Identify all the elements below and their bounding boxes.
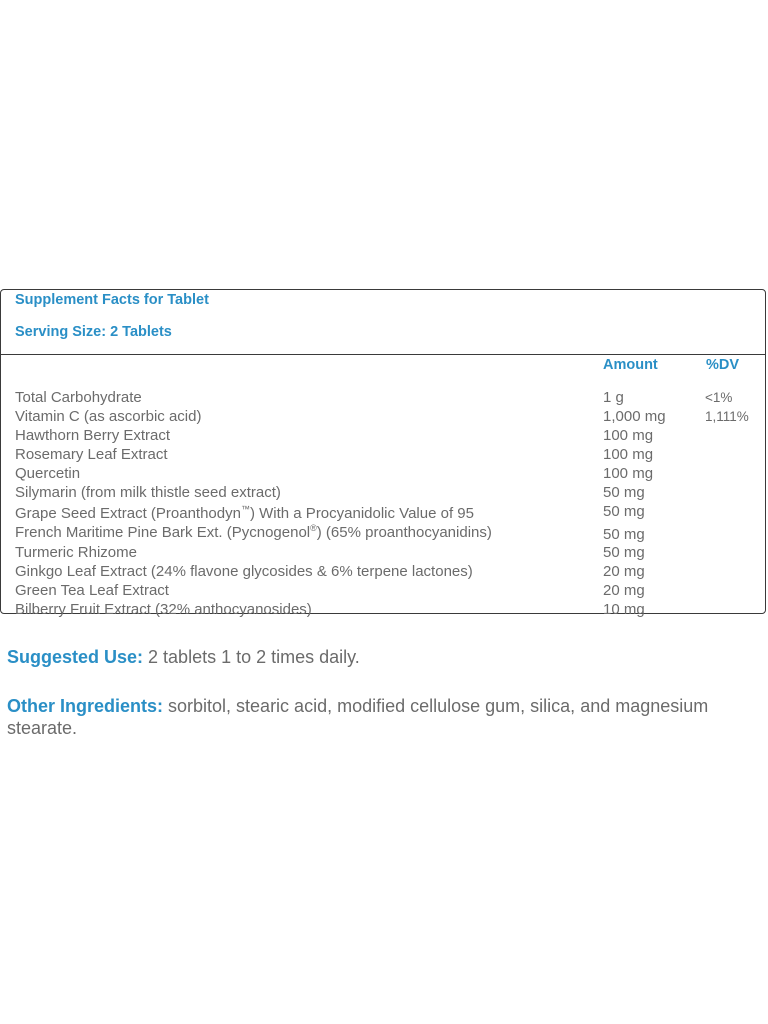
facts-row [15, 426, 765, 445]
ingredient-amount: 20 mg [603, 582, 645, 599]
facts-row [15, 581, 765, 600]
ingredient-dv: <1% [705, 390, 733, 405]
facts-row [15, 523, 765, 543]
ingredient-amount: 50 mg [603, 544, 645, 561]
ingredient-name [15, 502, 474, 525]
facts-rows [15, 388, 765, 619]
ingredient-amount: 50 mg [603, 484, 645, 501]
suggested-use-label: Suggested Use: [7, 647, 144, 667]
facts-row [15, 502, 765, 523]
dv-header: %DV [706, 357, 740, 373]
ingredient-amount: 100 mg [603, 427, 654, 444]
ingredient-name [15, 523, 492, 542]
facts-row [15, 464, 765, 483]
facts-row [15, 562, 765, 581]
ingredient-amount: 50 mg [603, 503, 645, 520]
suggested-use-text: 2 tablets 1 to 2 times daily. [143, 647, 360, 667]
ingredient-dv: 1,111% [705, 409, 749, 424]
facts-title: Supplement Facts for Tablet [15, 292, 209, 308]
facts-row [15, 388, 765, 407]
ingredient-amount: 20 mg [603, 563, 645, 580]
ingredient-amount: 50 mg [603, 526, 645, 543]
facts-row [15, 600, 765, 619]
ingredient-name-part: French Maritime Pine Bark Ext. (Pycnogenol [15, 524, 311, 541]
amount-header: Amount [603, 357, 658, 373]
ingredient-name: Green Tea Leaf Extract [15, 582, 169, 599]
facts-row [15, 483, 765, 502]
ingredient-amount: 1,000 mg [603, 408, 666, 425]
suggested-use [7, 646, 757, 668]
ingredient-name: Total Carbohydrate [15, 389, 142, 406]
trademark-mark: ™ [240, 504, 250, 514]
ingredient-name: Hawthorn Berry Extract [15, 427, 171, 444]
ingredient-amount: 100 mg [603, 465, 654, 482]
ingredient-amount: 10 mg [603, 601, 645, 618]
other-ingredients [7, 695, 757, 739]
facts-divider [1, 354, 765, 355]
ingredient-name: Silymarin (from milk thistle seed extract) [15, 484, 281, 501]
ingredient-name: Vitamin C (as ascorbic acid) [15, 408, 202, 425]
ingredient-name: Turmeric Rhizome [15, 544, 137, 561]
registered-mark: ® [310, 523, 317, 533]
ingredient-name-part: ) With a Procyanidolic Value of 95 [249, 505, 474, 522]
other-ingredients-label: Other Ingredients: [7, 696, 164, 716]
ingredient-amount: 1 g [603, 389, 624, 406]
ingredient-name: Rosemary Leaf Extract [15, 446, 168, 463]
ingredient-name-part: ) (65% proanthocyanidins) [316, 524, 492, 541]
supplement-facts-panel [0, 289, 766, 618]
ingredient-name: Quercetin [15, 465, 81, 482]
facts-row [15, 543, 765, 562]
facts-row [15, 445, 765, 464]
ingredient-name: Ginkgo Leaf Extract (24% flavone glycosides & 6% terpene lactones) [15, 563, 473, 580]
ingredient-name-part: Grape Seed Extract (Proanthodyn [15, 505, 241, 522]
ingredient-name: Bilberry Fruit Extract (32% anthocyanosides) [15, 601, 312, 618]
serving-size: Serving Size: 2 Tablets [15, 324, 172, 340]
ingredient-amount: 100 mg [603, 446, 654, 463]
facts-row [15, 407, 765, 426]
other-ingredients-text: sorbitol, stearic acid, modified cellulose gum, silica, and magnesium stearate. [7, 696, 709, 738]
